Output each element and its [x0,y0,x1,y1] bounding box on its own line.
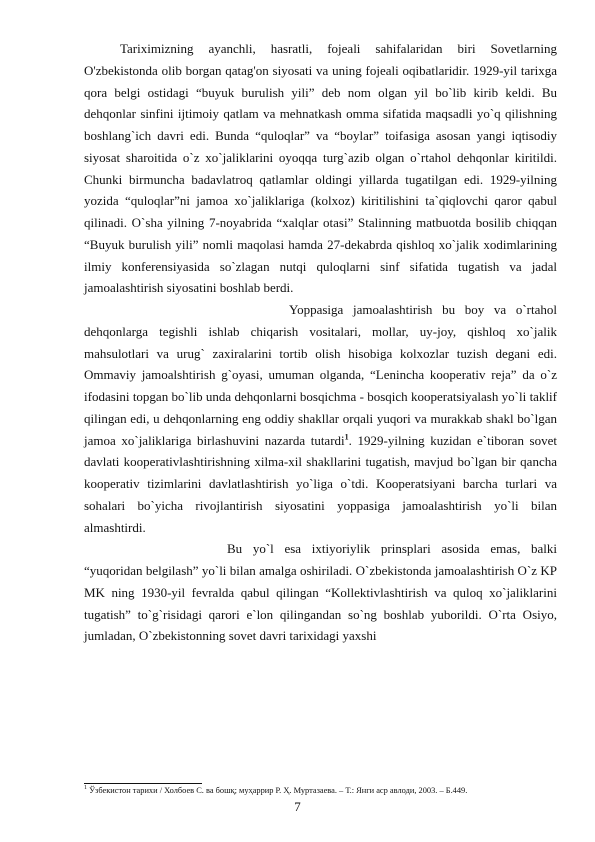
paragraph-2-continuation: . 1929-yilning kuzidan e`tiboran sovet davlati kooperativlashtirishning xilma-xil shakllarini tugatish, mavjud bo`lgan bir qancha kooperativ tizimlarini davlatlashtirish yo`liga o`tdi. Kooperatsiyani barcha turlari va sohalari bo`yicha rivojlantirish siyosatini yoppasiga jamoalashtirish yo`li bilan almashtirdi. [84,432,557,535]
page-number: 7 [294,799,301,814]
footnote-marker: 1 [84,785,87,792]
paragraph-1: Tariximizning ayanchli, hasratli, fojeali sahifalaridan biri Sovetlarning O'zbekistonda olib borgan qatag'on siyosati va uning fojeali oqibatlaridir. 1929-yil tarixga qora belgi ostidagi “buyuk burulish yili” deb nom olgan yil bo`lib kirib keldi. Bu dehqonlar sinfini ijtimoiy qatlam va mehnatkash omma sifatida maqsadli yo`q qilishning boshlang`ich davri edi. Bunda “quloqlar” va “boylar” toifasiga asosan yangi iqtisodiy siyosat sharoitida o`z xo`jaliklarini oyoqqa turg`azib olgan o`rtahol dehqonlar kiritildi. Chunki birmuncha badavlatroq qatlamlar oldingi yillarda tugatilgan edi. 1929-yilning yozida “quloqlar”ni jamoa xo`jaliklariga (kolxoz) kiritilishini ta`qiqlovchi qaror qabul qilinadi. O`sha yilning 7-noyabrida “xalqlar otasi” Stalinning matbuotda bosilib chiqqan “Buyuk burulish yili” nomli maqolasi hamda 27-dekabrda qishloq xo`jalik xodimlarining ilmiy konferensiyasida so`zlagan nutqi quloqlarni sinf sifatida tugatish va jadal jamoalashtirish siyosatini boshlab berdi. [84,41,557,296]
paragraph-3: Bu yo`l esa ixtiyoriylik prinsplari asosida emas, balki “yuqoridan belgilash” yo`li bilan amalga oshiriladi. O`zbekistonda jamoalashtirish O`z KP MK ning 1930-yil fevralda qabul qilingan “Kollektivlashtirish va quloq xo`jaliklarini tugatish” to`g`risidagi qarori e`lon qilingandan so`ng boshlab yuborildi. O`rta Osiyo, jumladan, O`zbekistonning sovet davri tarixidagi yaxshi [84,541,557,644]
footnote-reference[interactable]: 1 [344,432,349,442]
footnote-separator [84,783,202,784]
document-body [84,38,557,647]
paragraph-2 [84,299,557,538]
paragraph-2-text: Yoppasiga jamoalashtirish bu boy va o`rtahol dehqonlarga tegishli ishlab chiqarish vositalari, mollar, uy-joy, qishloq xo`jalik mahsulotlari va urug` zaxiralarini tortib olish hisobiga kolxozlar tuzish degani edi. Ommaviy jamoalshtirish g`oyasi, umuman olganda, “Lenincha kooperativ reja” da o`z ifodasini topgan bo`lib unda dehqonlarni bosqichma - bosqich kooperatsiyalash yo`li taklif qilingan edi, u dehqonlarning eng oddiy shakllar orqali yuqori va murakkab shakl bo`lgan jamoa xo`jaliklariga birlashuvini nazarda tutardi [84,302,557,448]
footnote [84,785,557,796]
footnote-text: Ўзбекистон тарихи / Холбоев С. ва бошқ; муҳаррир Р. Ҳ. Муртазаева. – Т.: Янги аср авлоди, 2003. – Б.449. [87,786,468,795]
